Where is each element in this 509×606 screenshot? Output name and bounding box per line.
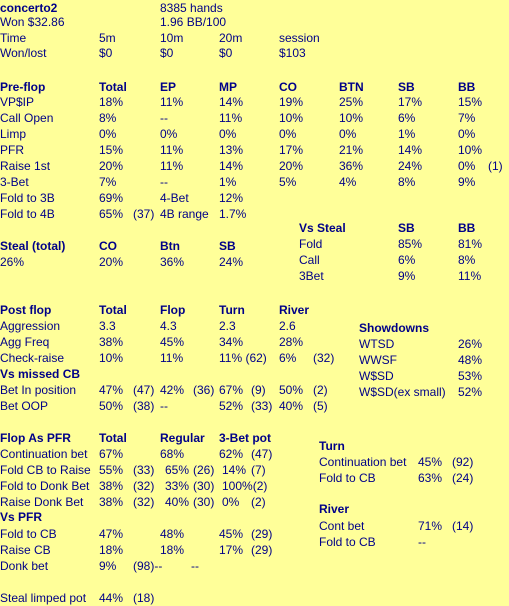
stat-value: 50%: [279, 383, 304, 397]
stat-value: 7%: [458, 111, 476, 125]
stat-value: 5%: [279, 175, 297, 189]
sample-count: (18): [133, 591, 155, 605]
stat-value: 40%: [279, 399, 304, 413]
stat-value: 24%: [398, 159, 423, 173]
stat-label: Steal limped pot: [0, 591, 87, 605]
stat-label: Continuation bet: [0, 447, 88, 461]
sample-count: (30): [193, 495, 215, 509]
vs-steal-col-bb: BB: [458, 221, 476, 235]
stat-value: 12%: [219, 191, 244, 205]
stat-value: --: [418, 535, 426, 549]
stat-value: 62%: [219, 447, 244, 461]
sample-count: (32): [313, 351, 335, 365]
stat-label: Aggression: [0, 319, 61, 333]
stat-value: 85%: [398, 237, 423, 251]
stat-value: 45%: [219, 527, 244, 541]
stat-value: 2.6: [279, 319, 296, 333]
stat-value: 20%: [279, 159, 304, 173]
stat-label: Fold to Donk Bet: [0, 479, 90, 493]
time-col-10m: 10m: [160, 31, 184, 45]
stat-label: Fold to 3B: [0, 191, 55, 205]
stat-value: 1%: [219, 175, 237, 189]
stat-label: Fold: [299, 237, 323, 251]
preflop-col-ep: EP: [160, 80, 177, 94]
steal-col-co: CO: [99, 239, 117, 253]
stat-label: Fold to CB: [319, 471, 376, 485]
stat-label: 3-Bet: [0, 175, 29, 189]
stat-value: 19%: [279, 95, 304, 109]
stat-value: 11%: [160, 143, 184, 157]
stat-value: 53%: [458, 369, 483, 383]
stat-value: 0%: [222, 495, 240, 509]
stat-value: 63%: [418, 471, 443, 485]
preflop-col-bb: BB: [458, 80, 476, 94]
sample-count: (29): [251, 527, 273, 541]
sample-count: (33): [133, 463, 155, 477]
stat-label: Bet In position: [0, 383, 77, 397]
stat-label: WTSD: [359, 337, 395, 351]
stat-label: Agg Freq: [0, 335, 50, 349]
stat-value: --: [160, 111, 168, 125]
stat-value: 20%: [99, 159, 124, 173]
stat-value: 10%: [99, 351, 124, 365]
stat-value: 28%: [279, 335, 304, 349]
stat-value: 10%: [339, 111, 364, 125]
time-label: Time: [0, 31, 27, 45]
stat-value: 44%: [99, 591, 124, 605]
stat-value: 15%: [99, 143, 124, 157]
stat-value: 0%: [99, 127, 117, 141]
sample-count: (24): [452, 471, 474, 485]
stat-label: VP$IP: [0, 95, 35, 109]
stat-value: 9%: [458, 175, 476, 189]
stat-value: 8%: [398, 175, 416, 189]
stat-label: Limp: [0, 127, 27, 141]
river-title: River: [319, 502, 350, 516]
stat-value: 24%: [219, 255, 244, 269]
stat-value: 17%: [398, 95, 423, 109]
preflop-col-mp: MP: [219, 80, 237, 94]
stat-value: 33%: [165, 479, 190, 493]
stat-label: Donk bet: [0, 559, 49, 573]
stat-value: 34%: [219, 335, 244, 349]
time-col-session: session: [279, 31, 320, 45]
stat-label: PFR: [0, 143, 24, 157]
stat-value: 50%: [99, 399, 124, 413]
stat-value: 65%: [99, 207, 124, 221]
sample-count: (36): [193, 383, 215, 397]
stat-value: 15%: [458, 95, 483, 109]
steal-title: Steal (total): [0, 239, 66, 253]
stat-label: Cont bet: [319, 519, 365, 533]
stat-value: 17%: [279, 143, 304, 157]
sample-count: (7): [251, 463, 266, 477]
stat-value: 11% (62): [219, 351, 267, 365]
stat-value: 26%: [458, 337, 483, 351]
stat-label: Fold to CB: [319, 535, 376, 549]
flop-pfr-col-regular: Regular: [160, 431, 205, 445]
stat-value: 48%: [458, 353, 483, 367]
stat-label: Raise CB: [0, 543, 51, 557]
stat-value: 0%: [458, 159, 476, 173]
stat-value: 14%: [398, 143, 423, 157]
stat-value: 13%: [219, 143, 244, 157]
sample-count: (2): [313, 383, 328, 397]
stat-value: 67%: [219, 383, 244, 397]
stat-value: 40%: [165, 495, 190, 509]
stat-value: 68%: [160, 447, 185, 461]
sample-count: (2): [251, 495, 266, 509]
stat-label: Call: [299, 253, 320, 267]
postflop-col-turn: Turn: [219, 303, 245, 317]
sample-count: (92): [452, 455, 474, 469]
sample-count: (38): [133, 399, 155, 413]
stat-value: 0%: [279, 127, 297, 141]
stat-value: 10%: [458, 143, 483, 157]
postflop-title: Post flop: [0, 303, 52, 317]
wonlost-label: Won/lost: [0, 46, 47, 60]
stat-value: 47%: [99, 527, 124, 541]
stat-value: --: [160, 175, 168, 189]
stat-value: 36%: [339, 159, 364, 173]
sample-count: (98)--: [133, 559, 163, 573]
turn-title: Turn: [319, 439, 345, 453]
postflop-col-flop: Flop: [160, 303, 186, 317]
stat-value: 18%: [99, 543, 124, 557]
stat-label: Fold to 4B: [0, 207, 55, 221]
stat-label: Raise 1st: [0, 159, 51, 173]
vs-pfr-title: Vs PFR: [0, 510, 43, 524]
preflop-col-co: CO: [279, 80, 297, 94]
stat-value: 69%: [99, 191, 124, 205]
stat-value: 6%: [279, 351, 297, 365]
stat-value: 21%: [339, 143, 364, 157]
stat-value: 4%: [339, 175, 357, 189]
stat-value: 42%: [160, 383, 185, 397]
sample-count: (1): [488, 159, 503, 173]
wonlost-10m: $0: [160, 46, 174, 60]
stat-value: 26%: [0, 255, 25, 269]
stat-value: 1%: [398, 127, 416, 141]
preflop-col-btn: BTN: [339, 80, 364, 94]
sample-count: (14): [452, 519, 474, 533]
won-amount: Won $32.86: [0, 15, 65, 29]
stat-label: Raise Donk Bet: [0, 495, 84, 509]
sample-count: (47): [251, 447, 273, 461]
stat-value: 20%: [99, 255, 124, 269]
stat-value: 25%: [339, 95, 364, 109]
stat-value: 100%(2): [222, 479, 268, 493]
sample-count: (5): [313, 399, 328, 413]
vs-missed-cb-title: Vs missed CB: [0, 367, 81, 381]
sample-count: (32): [133, 495, 155, 509]
flop-pfr-col-3bet: 3-Bet pot: [219, 431, 271, 445]
preflop-col-total: Total: [99, 80, 127, 94]
stat-value: 45%: [160, 335, 185, 349]
time-col-5m: 5m: [99, 31, 116, 45]
sample-count: (30): [193, 479, 215, 493]
flop-pfr-col-total: Total: [99, 431, 127, 445]
stat-value: --: [191, 559, 199, 573]
stat-value: 11%: [160, 159, 184, 173]
stat-value: 1.7%: [219, 207, 247, 221]
time-col-20m: 20m: [219, 31, 243, 45]
stat-value: 7%: [99, 175, 117, 189]
wonlost-session: $103: [279, 46, 306, 60]
sample-count: (47): [133, 383, 155, 397]
stat-value: 6%: [398, 111, 416, 125]
sample-count: (9): [251, 383, 266, 397]
stat-value: 2.3: [219, 319, 236, 333]
vs-steal-title: Vs Steal: [299, 221, 346, 235]
steal-col-sb: SB: [219, 239, 236, 253]
vs-steal-col-sb: SB: [398, 221, 415, 235]
stat-value: 11%: [160, 351, 184, 365]
preflop-col-sb: SB: [398, 80, 415, 94]
stat-value: 14%: [222, 463, 247, 477]
stat-value: 11%: [160, 95, 184, 109]
stat-value: 52%: [458, 385, 483, 399]
stat-label: Bet OOP: [0, 399, 49, 413]
stat-label: W$SD(ex small): [359, 385, 446, 399]
wonlost-20m: $0: [219, 46, 233, 60]
stat-value: 9%: [398, 269, 416, 283]
bb-per-100: 1.96 BB/100: [160, 15, 227, 29]
sample-count: (29): [251, 543, 273, 557]
stat-label: Call Open: [0, 111, 54, 125]
steal-col-btn: Btn: [160, 239, 180, 253]
stat-value: 18%: [99, 95, 124, 109]
stat-value: 38%: [99, 479, 124, 493]
stat-value: 81%: [458, 237, 483, 251]
stat-value: 48%: [160, 527, 185, 541]
stat-value: 11%: [219, 111, 243, 125]
stat-label: Check-raise: [0, 351, 65, 365]
stat-value: 14%: [219, 95, 244, 109]
stat-value: 67%: [99, 447, 124, 461]
stat-value: 4.3: [160, 319, 177, 333]
stat-value: 3.3: [99, 319, 116, 333]
stat-value: 47%: [99, 383, 124, 397]
flop-pfr-title: Flop As PFR: [0, 431, 71, 445]
stat-value: 55%: [99, 463, 124, 477]
showdowns-title: Showdowns: [359, 321, 429, 335]
stat-label: W$SD: [359, 369, 394, 383]
stat-value: 71%: [418, 519, 443, 533]
sample-count: (33): [251, 399, 273, 413]
stat-value: 36%: [160, 255, 185, 269]
stat-label: 4-Bet: [160, 191, 189, 205]
stat-label: 4B range: [160, 207, 209, 221]
player-name: concerto2: [0, 1, 58, 15]
sample-count: (32): [133, 479, 155, 493]
stat-value: 6%: [398, 253, 416, 267]
stat-value: 38%: [99, 335, 124, 349]
stat-label: 3Bet: [299, 269, 324, 283]
stat-value: 8%: [458, 253, 476, 267]
sample-count: (37): [133, 207, 155, 221]
hands-count: 8385 hands: [160, 1, 223, 15]
postflop-col-river: River: [279, 303, 310, 317]
stat-value: 65%: [165, 463, 190, 477]
wonlost-5m: $0: [99, 46, 113, 60]
postflop-col-total: Total: [99, 303, 127, 317]
stat-value: 10%: [279, 111, 304, 125]
stat-value: 52%: [219, 399, 244, 413]
sample-count: (26): [193, 463, 215, 477]
stat-value: 11%: [458, 269, 482, 283]
stat-value: 0%: [458, 127, 476, 141]
preflop-title: Pre-flop: [0, 80, 46, 94]
stat-value: 45%: [418, 455, 443, 469]
stat-value: 17%: [219, 543, 244, 557]
stat-label: Fold CB to Raise: [0, 463, 91, 477]
stat-value: --: [160, 399, 168, 413]
stat-label: Continuation bet: [319, 455, 407, 469]
stat-value: 14%: [219, 159, 244, 173]
stat-value: 8%: [99, 111, 117, 125]
stat-value: 38%: [99, 495, 124, 509]
stat-value: 0%: [219, 127, 237, 141]
stat-value: 18%: [160, 543, 185, 557]
stat-value: 0%: [339, 127, 357, 141]
stat-label: Fold to CB: [0, 527, 57, 541]
stat-value: 9%: [99, 559, 117, 573]
stat-label: WWSF: [359, 353, 397, 367]
stat-value: 0%: [160, 127, 178, 141]
